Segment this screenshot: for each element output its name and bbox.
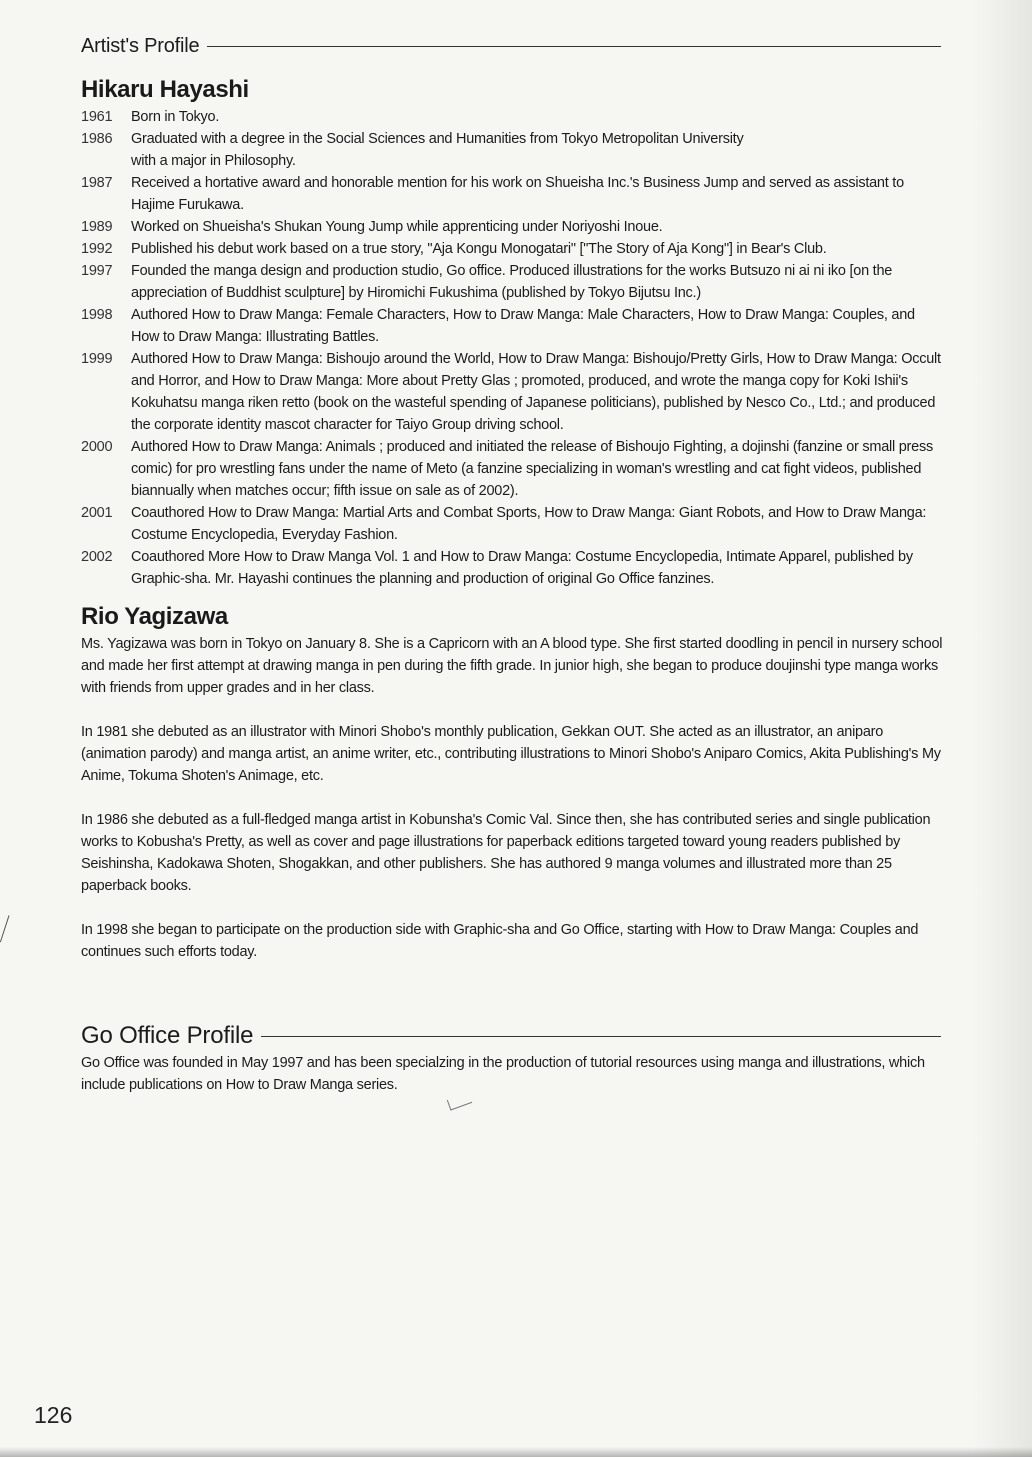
- timeline-year: 1999: [81, 351, 113, 367]
- timeline-text: Worked on Shueisha's Shukan Young Jump while apprenticing under Noriyoshi Inoue.: [131, 219, 663, 235]
- timeline-entry: [81, 502, 943, 546]
- go-office-profile-title: Go Office Profile: [81, 1022, 254, 1049]
- artist-name-yagizawa: Rio Yagizawa: [81, 603, 228, 630]
- timeline-year: 1987: [81, 175, 113, 191]
- timeline-year: 1998: [81, 307, 113, 323]
- heading-rule: [261, 1036, 941, 1037]
- timeline-year: 1961: [81, 109, 113, 125]
- timeline-text: Founded the manga design and production studio, Go office. Produced illustrations for the works Butsuzo ni ai ni iko [on the appreciation of Buddhist sculpture] by Hiromichi Fukushima (published by Tokyo Bijutsu Inc.): [131, 263, 893, 301]
- timeline-year: 1997: [81, 263, 113, 279]
- go-office-description: Go Office was founded in May 1997 and has been specialzing in the production of tutorial resources using manga and illustrations, which include publications on How to Draw Manga series.: [81, 1055, 925, 1093]
- timeline-text: Coauthored More How to Draw Manga Vol. 1 and How to Draw Manga: Costume Encyclopedia, Intimate Apparel, published by Graphic-sha. Mr. Hayashi continues the planning and production of original Go Office fanzines.: [131, 549, 913, 587]
- page-edge-shadow: [972, 0, 1032, 1457]
- timeline-entry: [81, 304, 943, 348]
- timeline-entry: [81, 436, 943, 502]
- timeline-text: Authored How to Draw Manga: Female Characters, How to Draw Manga: Male Characters, How to Draw Manga: Couples, and How to Draw Manga: Illustrating Battles.: [131, 307, 915, 345]
- timeline-year: 2000: [81, 439, 113, 455]
- heading-rule: [207, 46, 941, 47]
- timeline-entry: [81, 260, 943, 304]
- hayashi-timeline: [81, 106, 943, 590]
- timeline-text: Authored How to Draw Manga: Animals ; produced and initiated the release of Bishoujo Fighting, a dojinshi (fanzine or small press comic) for pro wrestling fans under the name of Meto (a fanzine specializing in woman's wrestling and cat fight videos, published biannually when matches occur; fifth issue on sale as of 2002).: [131, 439, 933, 499]
- bio-paragraph: Ms. Yagizawa was born in Tokyo on January 8. She is a Capricorn with an A blood type. She first started doodling in pencil in nursery school and made her first attempt at drawing manga in pen during the fifth grade. In junior high, she began to produce doujinshi type manga works with friends from upper grades and in her class.: [81, 636, 943, 696]
- timeline-entry: [81, 106, 943, 128]
- timeline-text: Born in Tokyo.: [131, 109, 220, 125]
- timeline-entry: [81, 238, 943, 260]
- timeline-entry: [81, 216, 943, 238]
- go-office-profile-heading: [81, 1022, 941, 1050]
- timeline-text: Coauthored How to Draw Manga: Martial Arts and Combat Sports, How to Draw Manga: Giant Robots, and How to Draw Manga: Costume Encyclopedia, Everyday Fashion.: [131, 505, 927, 543]
- timeline-entry: [81, 348, 943, 436]
- timeline-year: 2001: [81, 505, 113, 521]
- bio-paragraph: In 1981 she debuted as an illustrator with Minori Shobo's monthly publication, Gekkan OUT. She acted as an illustrator, an aniparo (animation parody) and manga artist, an anime writer, etc., contributing illustrations to Minori Shobo's Aniparo Comics, Akita Publishing's My Anime, Tokuma Shoten's Animage, etc.: [81, 724, 941, 784]
- artist-profile-title: Artist's Profile: [81, 35, 200, 57]
- bio-paragraph: In 1986 she debuted as a full-fledged manga artist in Kobunsha's Comic Val. Since then, she has contributed series and single publication works to Kobusha's Pretty, as well as cover and page illustrations for paperback editions targeted toward young readers published by Seishinsha, Kadokawa Shoten, Shogakkan, and other publishers. She has authored 9 manga volumes and illustrated more than 25 paperback books.: [81, 812, 931, 894]
- bio-paragraph: In 1998 she began to participate on the production side with Graphic-sha and Go Office, starting with How to Draw Manga: Couples and continues such efforts today.: [81, 922, 919, 960]
- timeline-year: 1986: [81, 131, 113, 147]
- timeline-entry: [81, 546, 943, 590]
- timeline-year: 1992: [81, 241, 113, 257]
- page-number: 126: [34, 1402, 73, 1428]
- pencil-mark: [0, 915, 17, 944]
- artist-profile-heading: [81, 35, 941, 58]
- timeline-text: Graduated with a degree in the Social Sciences and Humanities from Tokyo Metropolitan University with a major in Philosophy.: [131, 131, 744, 169]
- timeline-text: Published his debut work based on a true story, "Aja Kongu Monogatari" ["The Story of Aja Kong"] in Bear's Club.: [131, 241, 827, 257]
- timeline-text: Authored How to Draw Manga: Bishoujo around the World, How to Draw Manga: Bishoujo/Pretty Girls, How to Draw Manga: Occult and Horror, and How to Draw Manga: More about Pretty Glas ; promoted, produced, and wrote the manga copy for Koki Ishii's Kokuhatsu manga riken retto (book on the wasteful spending of Japanese politicians), published by Nesco Co., Ltd.; and produced the corporate identity mascot character for Taiyo Group driving school.: [131, 351, 941, 433]
- artist-name-hayashi: Hikaru Hayashi: [81, 76, 249, 103]
- yagizawa-bio: [81, 633, 943, 985]
- timeline-entry: [81, 172, 943, 216]
- timeline-year: 2002: [81, 549, 113, 565]
- page-bottom-shadow: [0, 1447, 1032, 1457]
- timeline-text: Received a hortative award and honorable mention for his work on Shueisha Inc.'s Business Jump and served as assistant to Hajime Furukawa.: [131, 175, 904, 213]
- timeline-entry: [81, 128, 943, 172]
- timeline-year: 1989: [81, 219, 113, 235]
